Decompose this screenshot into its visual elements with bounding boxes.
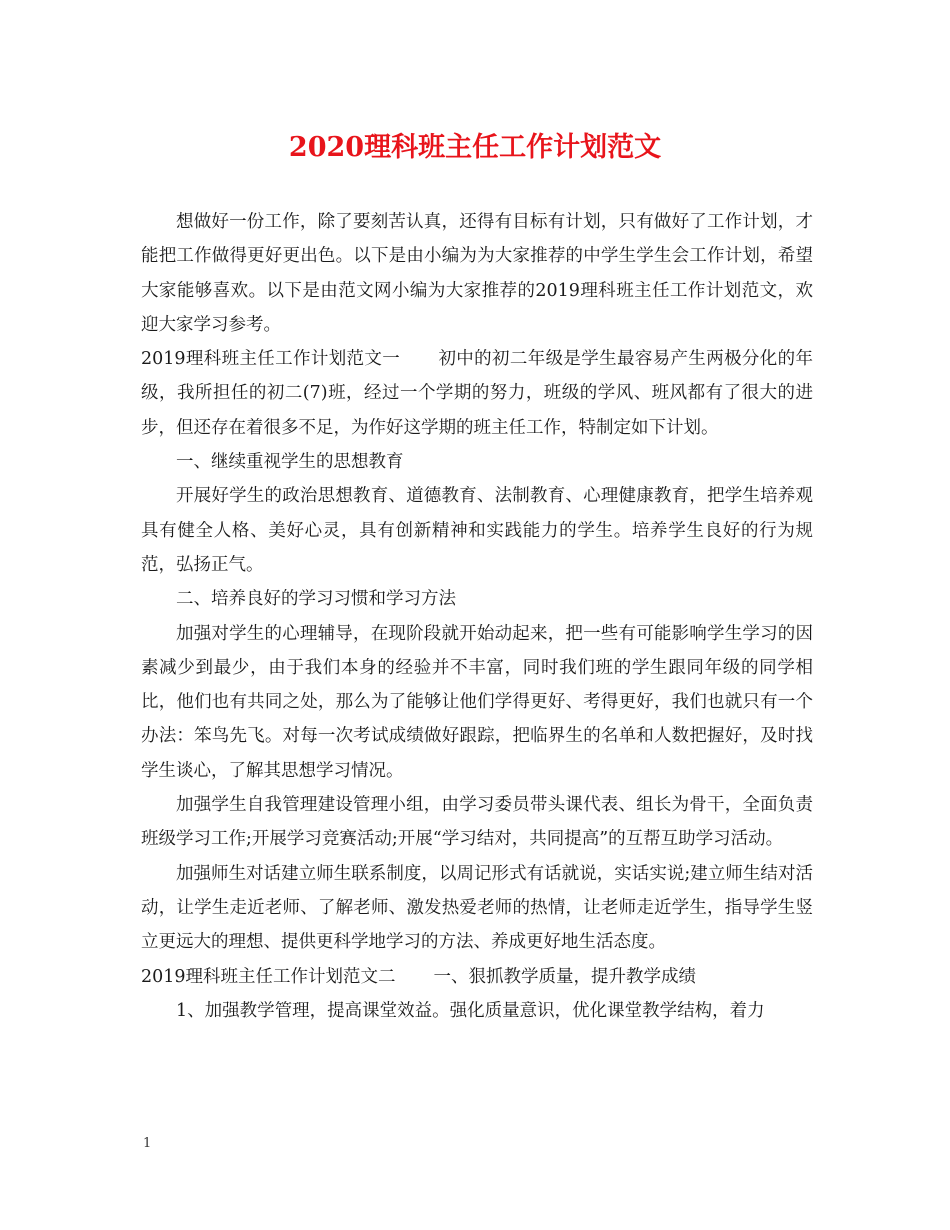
paragraph-plan-two-text: 一、狠抓教学质量，提升教学成绩 [433, 966, 697, 987]
section-heading-study-habits: 二、培养良好的学习习惯和学习方法 [176, 589, 456, 610]
paragraph-ideology: 开展好学生的政治思想教育、道德教育、法制教育、心理健康教育，把学生培养观具有健全人格、美好心灵，具有创新精神和实践能力的学生。培养学生良好的行为规范，弘扬正气。 [141, 486, 813, 575]
paragraph-plan-two [141, 960, 813, 994]
document-body [141, 205, 813, 1028]
paragraph-plan-one [141, 342, 813, 445]
section-heading-plan-two: 2019理科班主任工作计划范文二 [141, 966, 396, 987]
paragraph-counseling: 加强对学生的心理辅导，在现阶段就开始动起来，把一些有可能影响学生学习的因素减少到最少，由于我们本身的经验并不丰富，同时我们班的学生跟同年级的同学相比，他们也有共同之处，那么为了能够让他们学得更好、考得更好，我们也就只有一个办法：笨鸟先飞。对每一次考试成绩做好跟踪，把临界生的名单和人数把握好，及时找学生谈心，了解其思想学习情况。 [141, 623, 813, 781]
paragraph-teacher-dialogue: 加强师生对话建立师生联系制度，以周记形式有话就说，实话实说;建立师生结对活动，让学生走近老师、了解老师、激发热爱老师的热情，让老师走近学生，指导学生竖立更远大的理想、提供更科学地学习的方法、养成更好地生活态度。 [141, 863, 813, 953]
paragraph-plan-one-text: 初中的初二年级是学生最容易产生两极分化的年级，我所担任的初二(7)班，经过一个学期的努力，班级的学风、班风都有了很大的进步，但还存在着很多不足，为作好这学期的班主任工作，特制定如下计划。 [141, 349, 813, 438]
paragraph-intro: 想做好一份工作，除了要刻苦认真，还得有目标有计划，只有做好了工作计划，才能把工作做得更好更出色。以下是由小编为为大家推荐的中学生学生会工作计划，希望大家能够喜欢。以下是由范文网小编为大家推荐的2019理科班主任工作计划范文，欢迎大家学习参考。 [141, 212, 813, 335]
paragraph-teaching-management: 1、加强教学管理，提高课堂效益。强化质量意识，优化课堂教学结构，着力 [176, 1000, 765, 1021]
paragraph-self-management: 加强学生自我管理建设管理小组，由学习委员带头课代表、组长为骨干，全面负责班级学习工作;开展学习竞赛活动;开展“学习结对，共同提高”的互帮互助学习活动。 [141, 795, 813, 850]
section-heading-plan-one: 2019理科班主任工作计划范文一 [141, 349, 401, 370]
page-number: 1 [143, 1136, 152, 1151]
section-heading-ideology: 一、继续重视学生的思想教育 [176, 452, 404, 473]
document-title: 2020理科班主任工作计划范文 [288, 132, 662, 163]
